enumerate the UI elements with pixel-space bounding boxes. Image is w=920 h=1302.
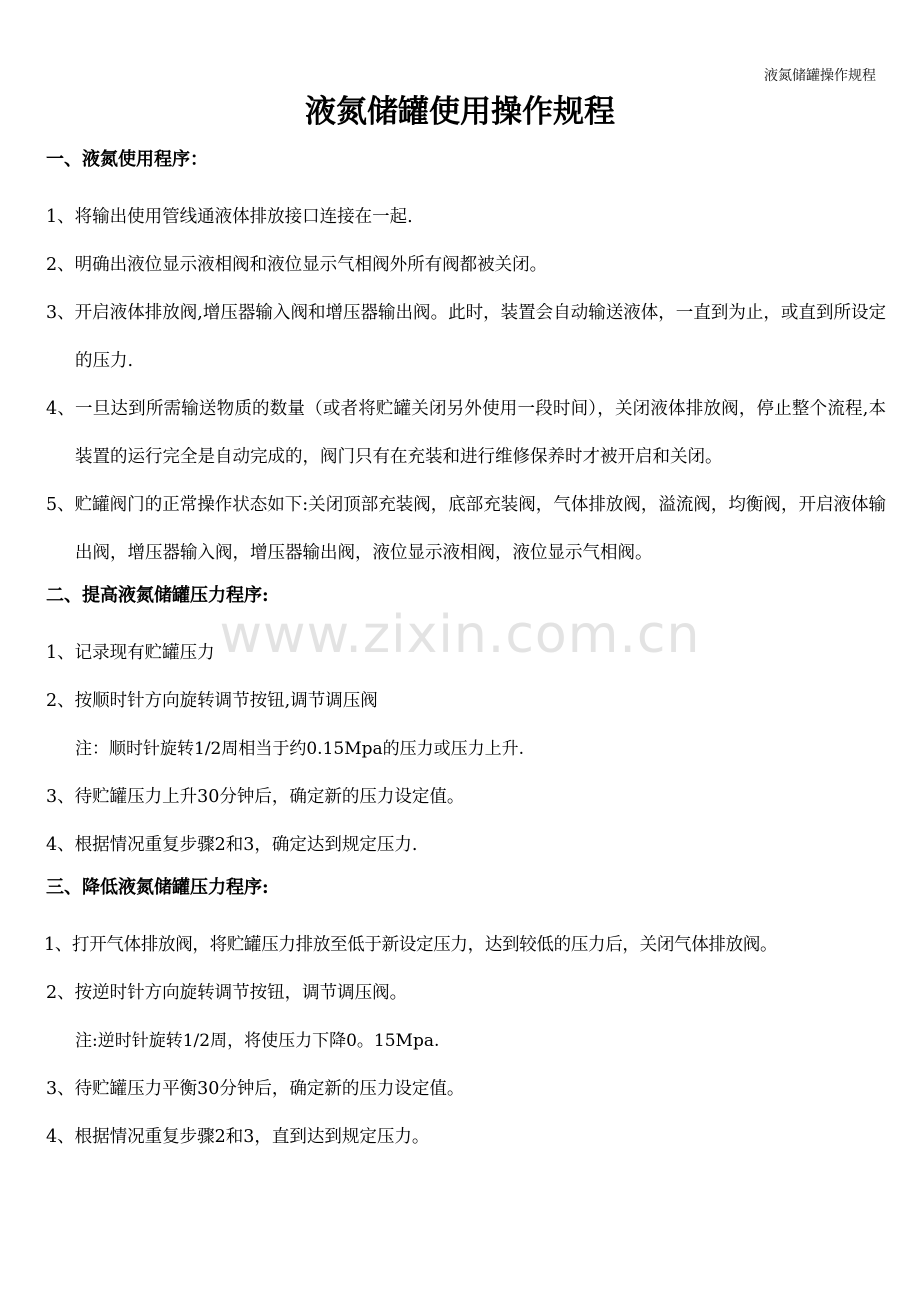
list-item: 1、打开气体排放阀，将贮罐压力排放至低于新设定压力，达到较低的压力后，关闭气体排放阀。 (44, 935, 778, 955)
list-item: 4、根据情况重复步骤2和3，确定达到规定压力. (46, 835, 418, 855)
list-item: 1、将输出使用管线通液体排放接口连接在一起. (46, 207, 413, 227)
section-heading: 二、提高液氮储罐压力程序: (46, 585, 269, 606)
list-item: 2、明确出液位显示液相阀和液位显示气相阀外所有阀都被关闭。 (46, 255, 548, 275)
section-increase-pressure (46, 581, 886, 869)
list-item: 1、记录现有贮罐压力 (46, 643, 215, 663)
list-item: 2、按顺时针方向旋转调节按钮,调节调压阀 (46, 691, 378, 711)
document-body (46, 145, 886, 1161)
list-item: 4、根据情况重复步骤2和3，直到达到规定压力。 (46, 1127, 430, 1147)
section-heading: 一、液氮使用程序： (46, 149, 208, 170)
list-item: 2、按逆时针方向旋转调节按钮，调节调压阀。 (46, 983, 408, 1003)
section-decrease-pressure (46, 873, 886, 1161)
list-item: 3、开启液体排放阀,增压器输入阀和增压器输出阀。此时，装置会自动输送液体，一直到为止，或直到所设定的压力. (46, 303, 886, 371)
note-text: 注:逆时针旋转1/2周，将使压力下降0。15Mpa. (75, 1031, 440, 1051)
list-item: 3、待贮罐压力上升30分钟后，确定新的压力设定值。 (46, 787, 465, 807)
list-item: 5、贮罐阀门的正常操作状态如下:关闭顶部充装阀，底部充装阀，气体排放阀，溢流阀，均衡阀，开启液体输出阀，增压器输入阀，增压器输出阀，液位显示液相阀，液位显示气相阀。 (46, 495, 886, 563)
watermark: www.zixin.com.cn (219, 605, 701, 665)
list-item: 4、一旦达到所需输送物质的数量（或者将贮罐关闭另外使用一段时间），关闭液体排放阀，停止整个流程,本装置的运行完全是自动完成的，阀门只有在充装和进行维修保养时才被开启和关闭。 (46, 399, 886, 467)
section-liquid-nitrogen-usage (46, 145, 886, 577)
note-text: 注：顺时针旋转1/2周相当于约0.15Mpa的压力或压力上升. (75, 739, 525, 759)
list-item: 3、待贮罐压力平衡30分钟后，确定新的压力设定值。 (46, 1079, 465, 1099)
running-header: 液氮储罐操作规程 (764, 68, 876, 84)
section-heading: 三、降低液氮储罐压力程序: (46, 877, 269, 898)
document-title: 液氮储罐使用操作规程 (305, 94, 615, 130)
